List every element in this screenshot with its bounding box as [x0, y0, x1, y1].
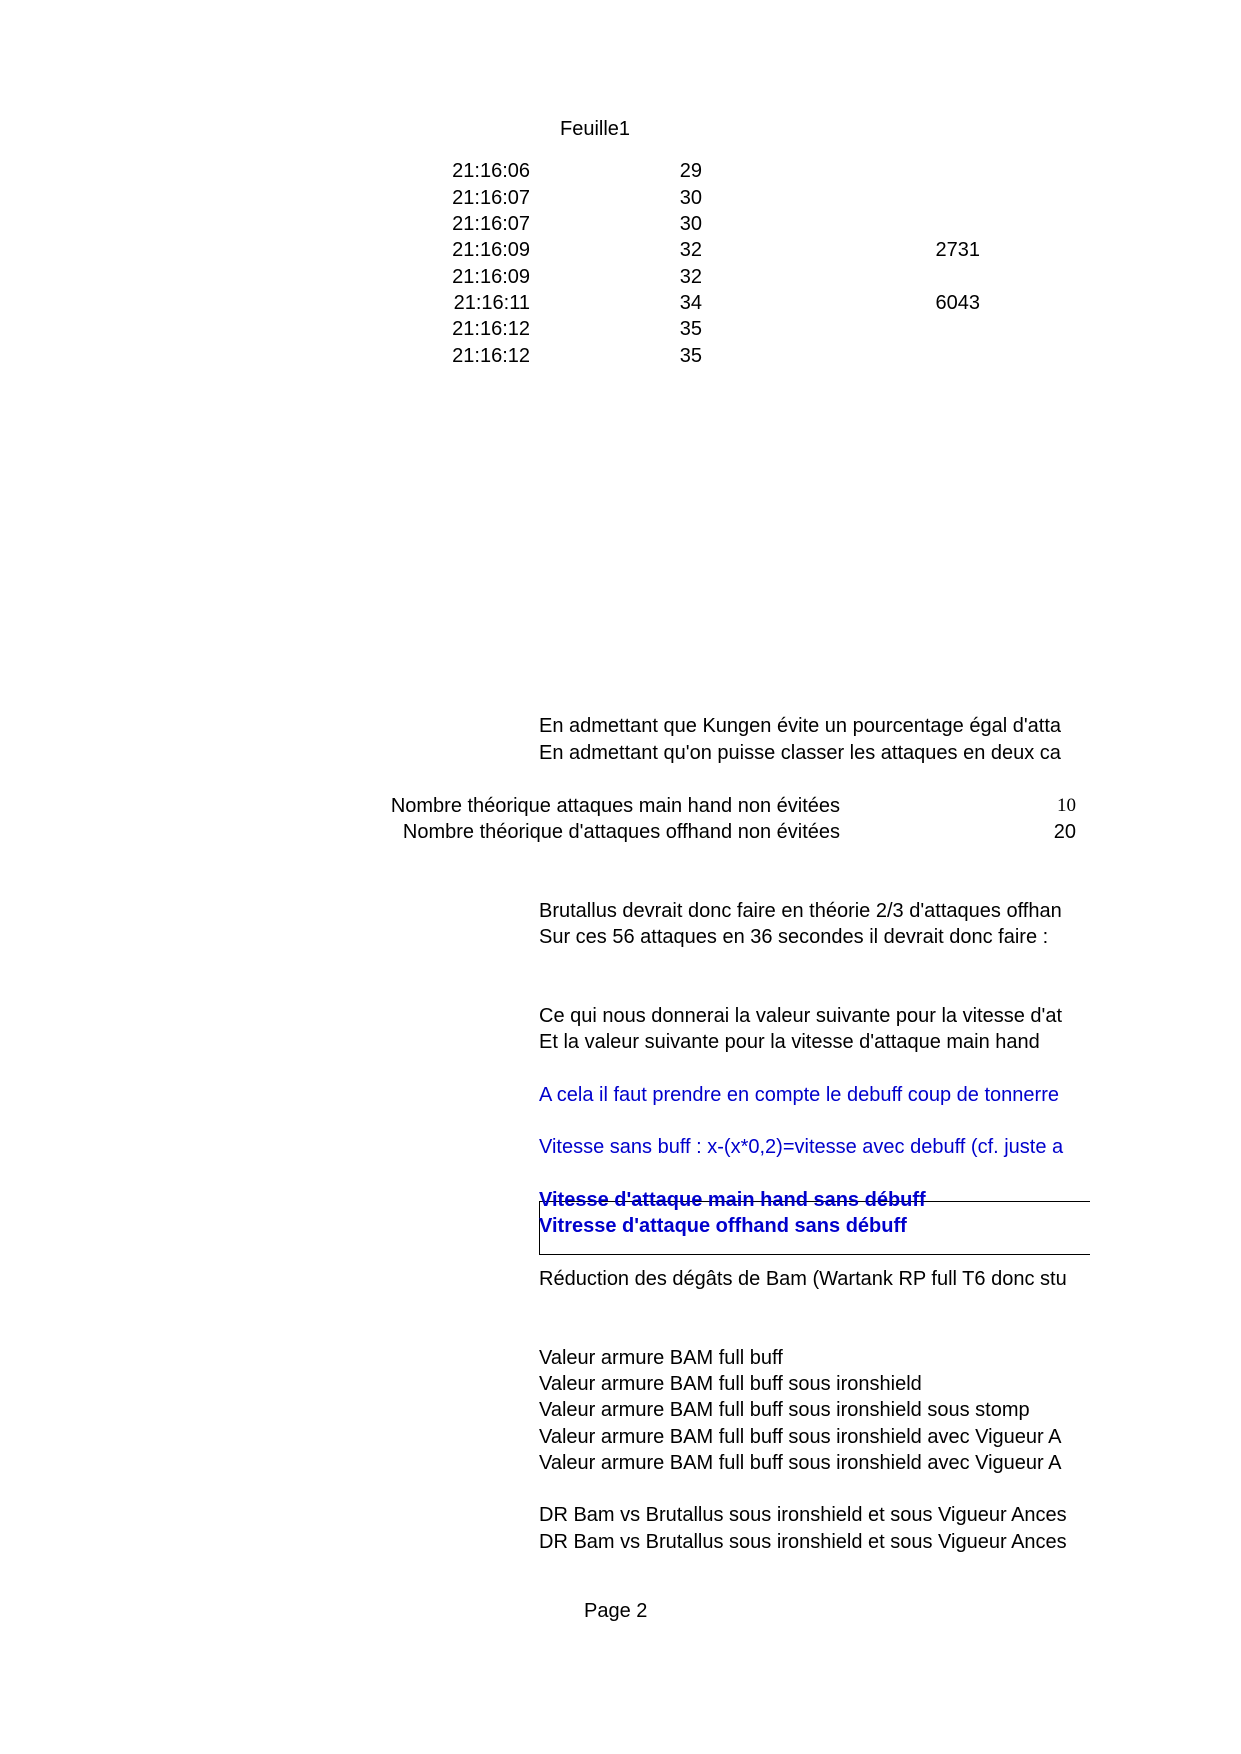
main-hand-speed-label: Vitesse d'attaque main hand sans débuff	[539, 1189, 926, 1211]
debuff-note: A cela il faut prendre en compte le debuff coup de tonnerre	[539, 1084, 1059, 1106]
armor-line: Valeur armure BAM full buff	[539, 1347, 783, 1369]
time-cell: 21:16:12	[452, 345, 530, 367]
time-cell: 21:16:06	[452, 160, 530, 182]
speed-line-1: Ce qui nous donnerai la valeur suivante pour la vitesse d'at	[539, 1005, 1063, 1027]
brutallus-line-2: Sur ces 56 attaques en 36 secondes il devrait donc faire :	[539, 926, 1049, 948]
offhand-speed-label: Vitresse d'attaque offhand sans débuff	[539, 1215, 907, 1237]
main-hand-value: 10	[1057, 795, 1076, 816]
offhand-label: Nombre théorique d'attaques offhand non évitées	[402, 821, 840, 843]
speed-line-2: Et la valeur suivante pour la vitesse d'attaque main hand	[539, 1031, 1040, 1053]
time-cell: 21:16:09	[452, 266, 530, 288]
value-cell: 30	[679, 213, 702, 235]
value-cell: 35	[679, 318, 702, 340]
brutallus-line-1: Brutallus devrait donc faire en théorie 2/3 d'attaques offhan	[539, 900, 1062, 922]
damage-reduction-line: Réduction des dégâts de Bam (Wartank RP full T6 donc stu	[539, 1268, 1067, 1290]
armor-line: Valeur armure BAM full buff sous ironshield avec Vigueur A	[539, 1452, 1062, 1474]
dr-line: DR Bam vs Brutallus sous ironshield et sous Vigueur Ances	[539, 1504, 1067, 1526]
assumption-line-2: En admettant qu'on puisse classer les attaques en deux ca	[539, 742, 1061, 764]
page-number: Page 2	[584, 1600, 648, 1622]
value-cell: 35	[679, 345, 702, 367]
formula-note: Vitesse sans buff : x-(x*0,2)=vitesse avec debuff (cf. juste a	[539, 1136, 1064, 1158]
extra-cell: 2731	[935, 239, 980, 261]
value-cell: 32	[679, 266, 702, 288]
armor-line: Valeur armure BAM full buff sous ironshield	[539, 1373, 922, 1395]
extra-cell: 6043	[935, 292, 980, 314]
offhand-value: 20	[1053, 821, 1076, 843]
armor-line: Valeur armure BAM full buff sous ironshield avec Vigueur A	[539, 1426, 1062, 1448]
time-cell: 21:16:07	[452, 213, 530, 235]
sheet-name: Feuille1	[560, 118, 631, 140]
dr-line: DR Bam vs Brutallus sous ironshield et sous Vigueur Ances	[539, 1531, 1067, 1553]
armor-line: Valeur armure BAM full buff sous ironshield sous stomp	[539, 1399, 1030, 1421]
value-cell: 32	[679, 239, 702, 261]
assumption-line-1: En admettant que Kungen évite un pourcentage égal d'atta	[539, 715, 1061, 737]
time-cell: 21:16:11	[453, 292, 530, 314]
time-cell: 21:16:12	[452, 318, 530, 340]
main-hand-label: Nombre théorique attaques main hand non évitées	[390, 795, 840, 817]
value-cell: 30	[679, 187, 702, 209]
time-cell: 21:16:07	[452, 187, 530, 209]
value-cell: 29	[679, 160, 702, 182]
time-cell: 21:16:09	[452, 239, 530, 261]
value-cell: 34	[679, 292, 702, 314]
